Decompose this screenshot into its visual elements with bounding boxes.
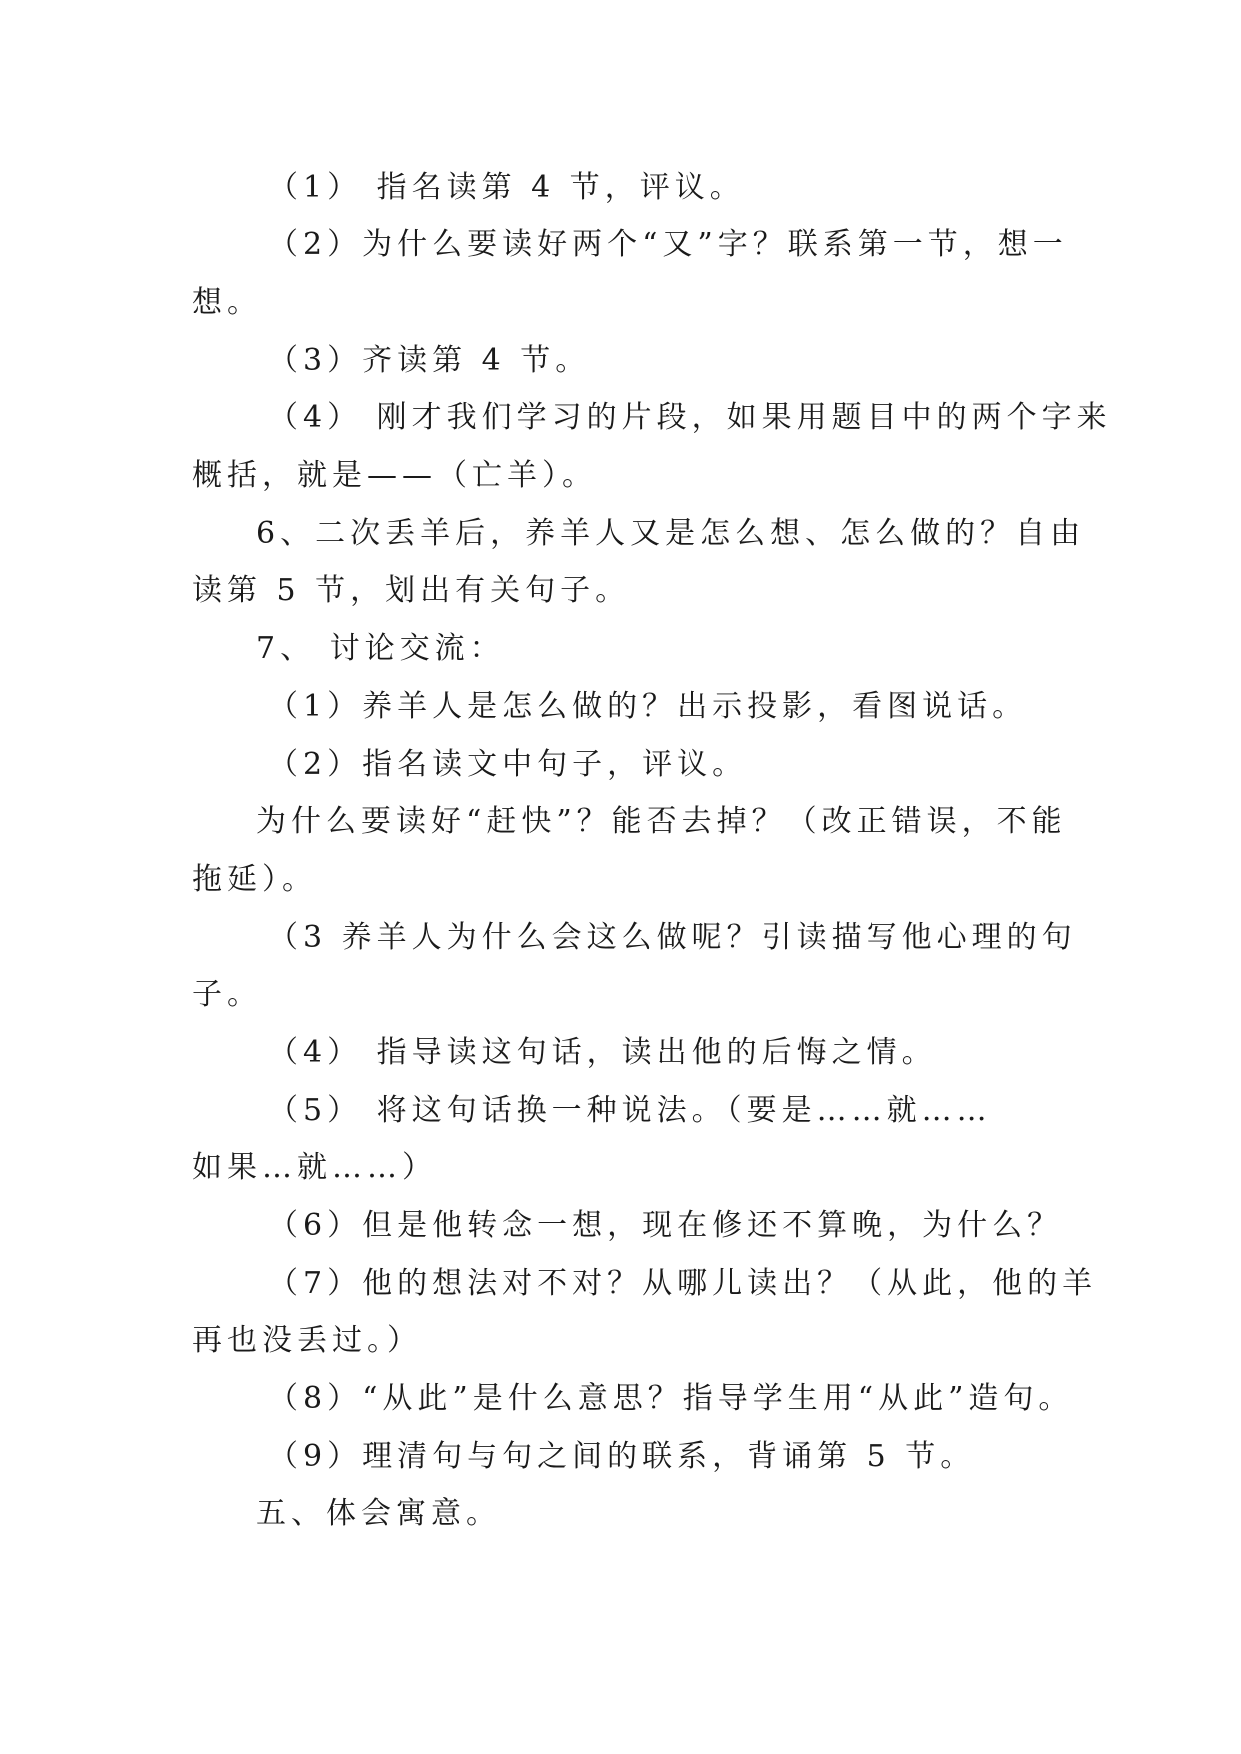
text-line: 子。 [192,977,262,1012]
text-line: （1） 指名读第 4 节，评议。 [268,170,745,205]
text-line: （2）为什么要读好两个“又”字？联系第一节，想一 [268,227,1068,262]
text-line: （3）齐读第 4 节。 [268,343,591,378]
text-line: 读第 5 节，划出有关句子。 [192,573,631,608]
text-line: 为什么要读好“赶快”？能否去掉？（改正错误，不能 [256,804,1067,839]
text-line: 7、 讨论交流： [256,631,505,666]
text-line: 拖延）。 [192,862,317,897]
text-line: （7）他的想法对不对？从哪儿读出？（从此，他的羊 [268,1266,1098,1301]
text-line: 6、二次丢羊后，养羊人又是怎么想、怎么做的？自由 [256,516,1086,551]
text-line: 再也没丢过。） [192,1323,422,1358]
text-line: （6）但是他转念一想，现在修还不算晚，为什么？ [268,1208,1063,1243]
text-line: （3 养羊人为什么会这么做呢？引读描写他心理的句 [268,920,1077,955]
text-line: （9）理清句与句之间的联系，背诵第 5 节。 [268,1439,976,1474]
text-line: （8）“从此”是什么意思？指导学生用“从此”造句。 [268,1381,1074,1416]
text-line: （4） 指导读这句话，读出他的后悔之情。 [268,1035,937,1070]
text-line: 五、体会寓意。 [256,1496,501,1531]
text-line: （1）养羊人是怎么做的？出示投影，看图说话。 [268,689,1028,724]
text-line: （2）指名读文中句子，评议。 [268,747,748,782]
text-line: （4） 刚才我们学习的片段，如果用题目中的两个字来 [268,400,1112,435]
text-line: 如果…就……） [192,1150,437,1185]
text-line: （5） 将这句话换一种说法。（要是……就…… [268,1093,992,1128]
text-line: 概括，就是——（亡羊）。 [192,458,597,493]
text-line: 想。 [192,285,262,320]
